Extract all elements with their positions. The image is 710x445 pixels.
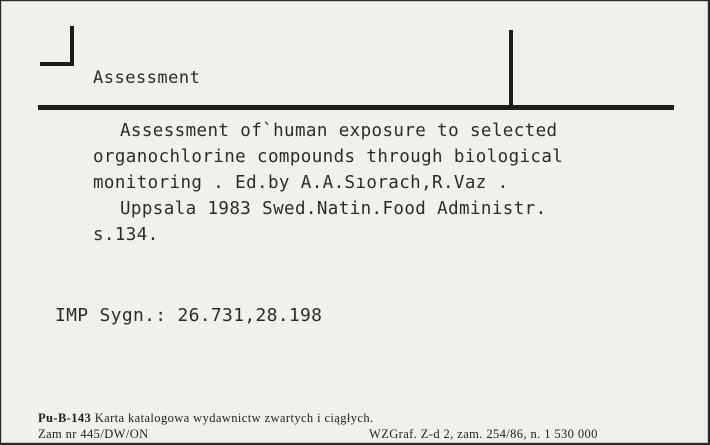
printer-info: WZGraf. Z-d 2, zam. 254/86, n. 1 530 000 — [369, 427, 598, 441]
description-line: organochlorine compounds through biological — [93, 147, 564, 167]
call-number: IMP Sygn.: 26.731,28.198 — [55, 305, 323, 326]
corner-mark-vertical — [70, 26, 74, 66]
heading-divider — [509, 30, 513, 108]
order-number: Zam nr 445/DW/ON — [38, 427, 149, 441]
card-heading: Assessment — [93, 68, 201, 88]
form-code: Pu-B-143 — [38, 411, 92, 425]
form-footer-line-1 — [38, 411, 374, 426]
description-line: s.134. — [93, 225, 159, 245]
corner-mark-horizontal — [40, 62, 74, 66]
form-title: Karta katalogowa wydawnictw zwartych i ciągłych. — [94, 411, 374, 425]
heading-rule — [38, 105, 674, 110]
description-line: monitoring . Ed.by A.A.Sıorach,R.Vaz . — [93, 173, 509, 193]
description-line: Uppsala 1983 Swed.Natin.Food Administr. — [120, 199, 547, 219]
catalog-card — [1, 1, 708, 443]
description-line: Assessment of`human exposure to selected — [120, 121, 558, 141]
